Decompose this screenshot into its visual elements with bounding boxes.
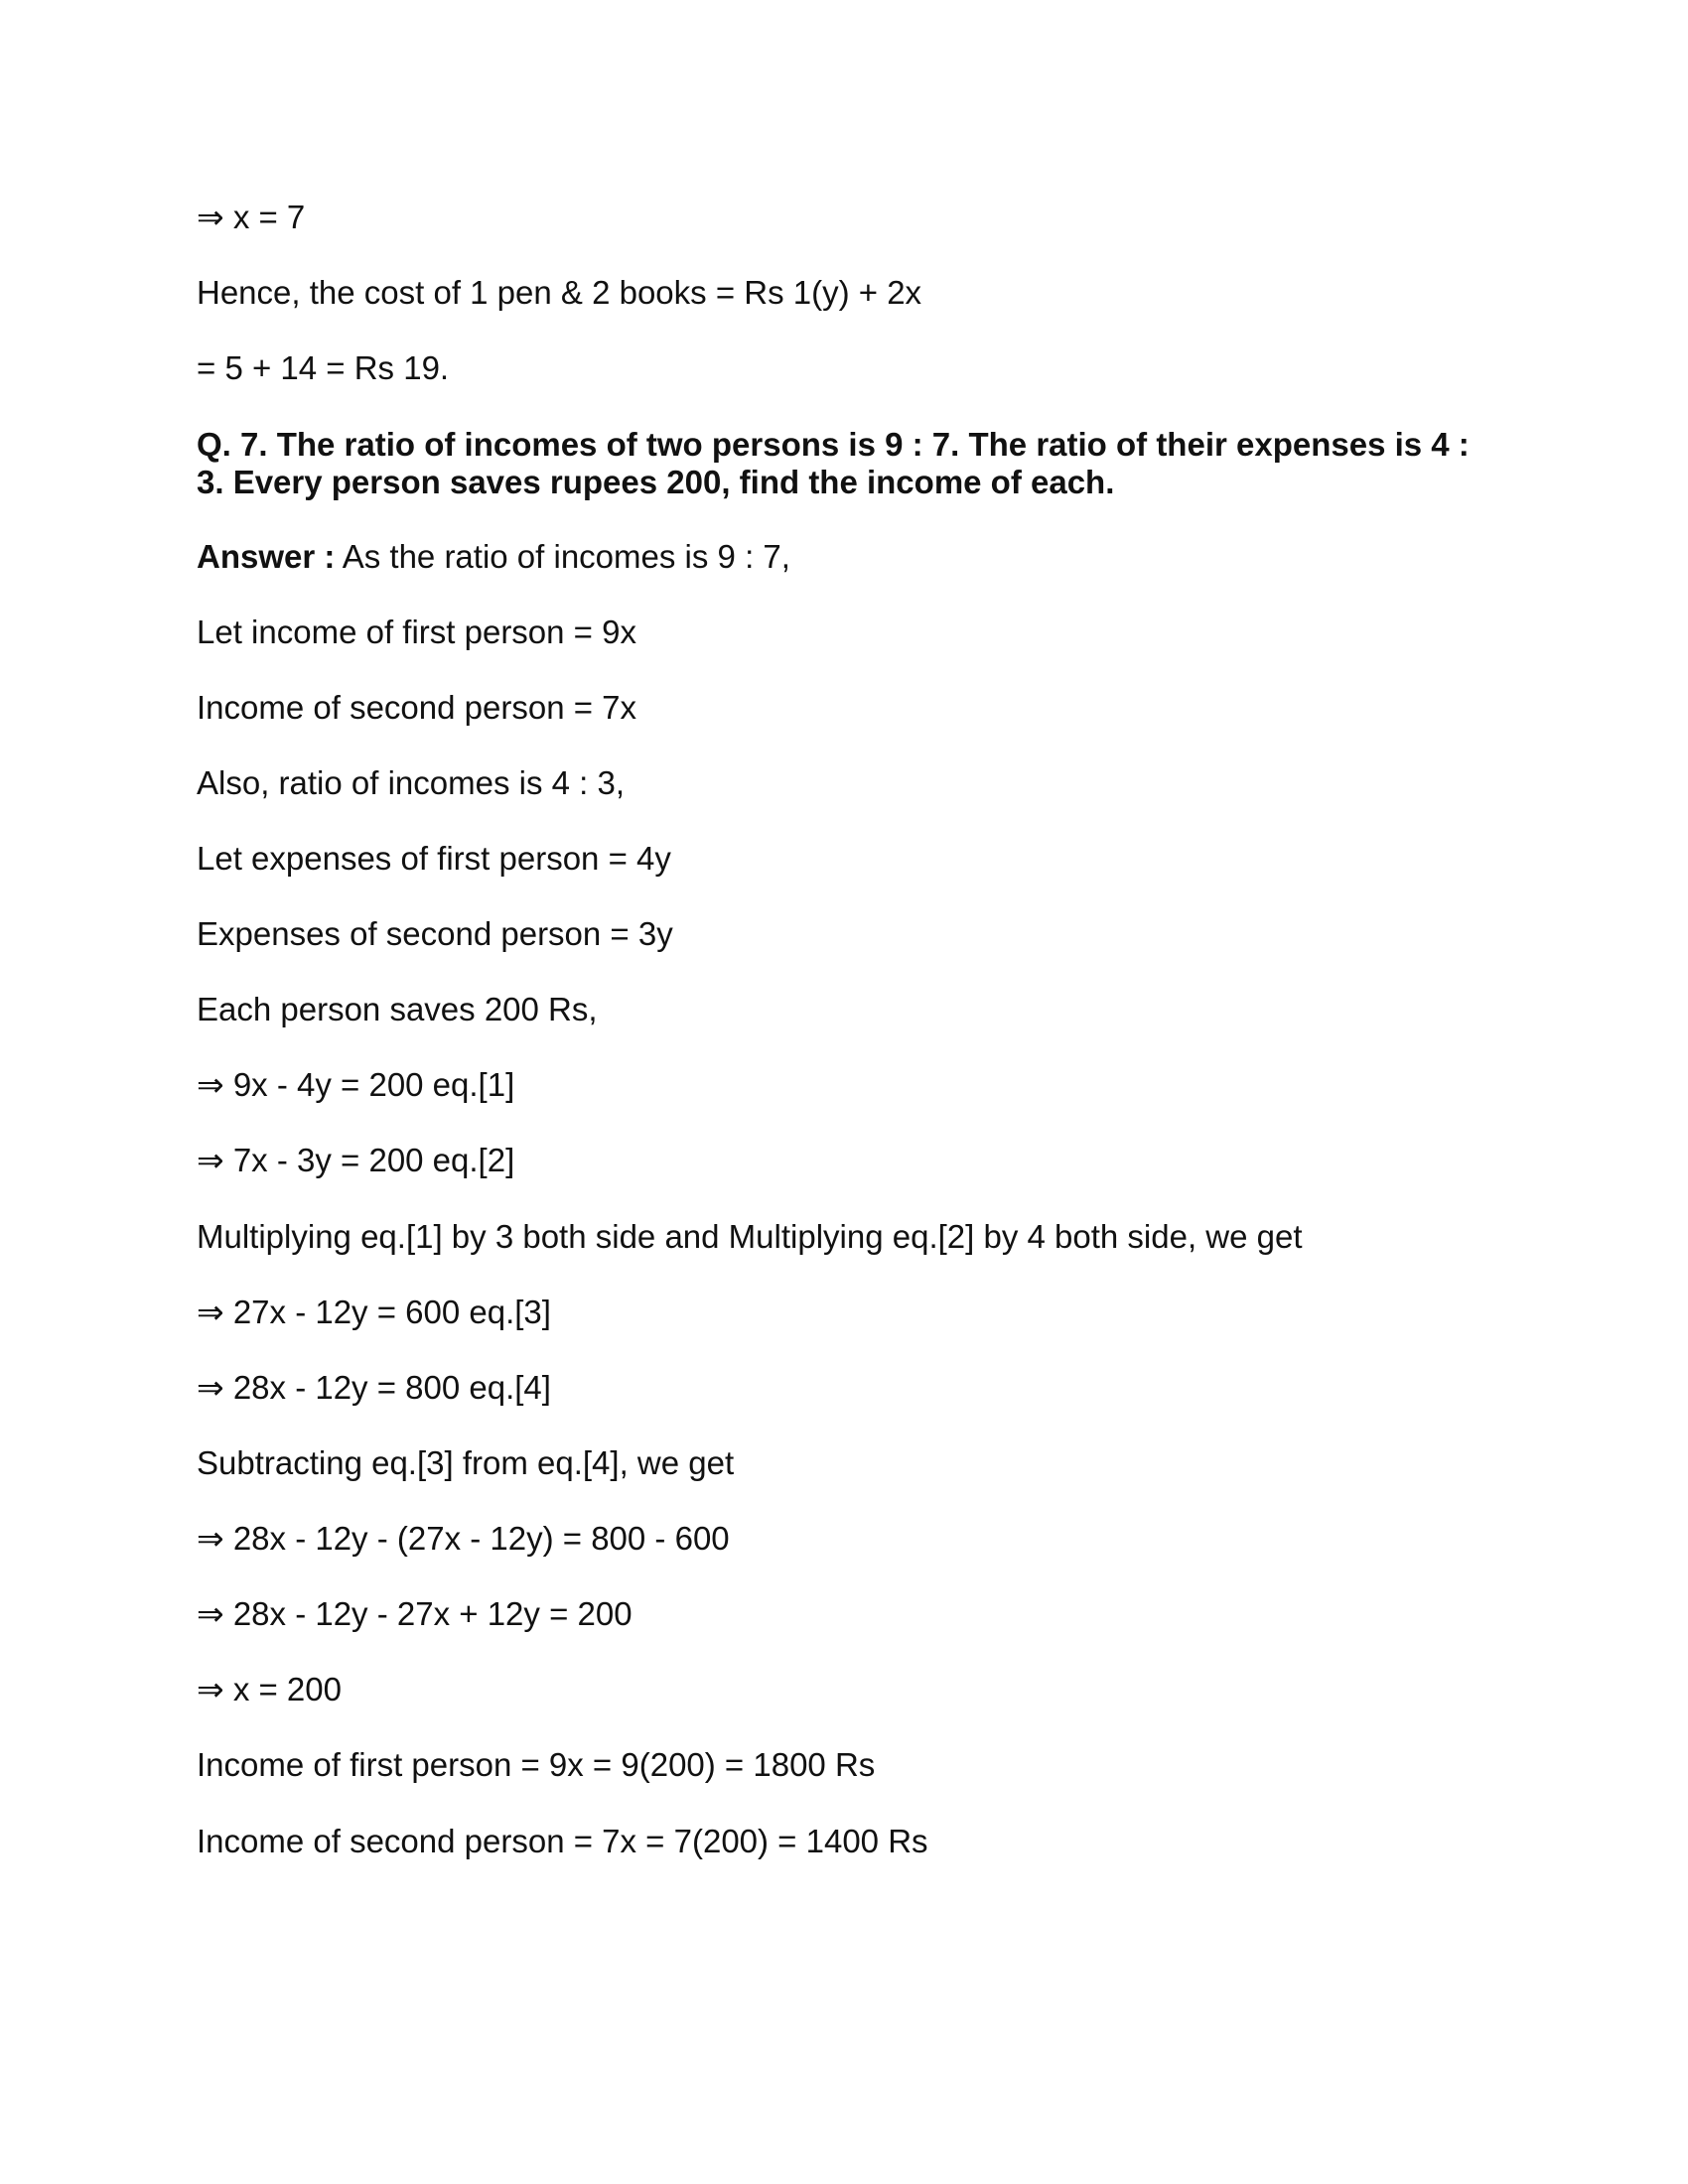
equation-x-result: ⇒ x = 200	[197, 1671, 342, 1707]
equation-2: ⇒ 7x - 3y = 200 eq.[2]	[197, 1142, 515, 1178]
question-7	[197, 426, 1507, 501]
step-line: Subtracting eq.[3] from eq.[4], we get	[197, 1444, 735, 1481]
step-line: Let income of first person = 9x	[197, 614, 636, 650]
equation-x-equals-7: ⇒ x = 7	[197, 199, 306, 235]
step-line: Also, ratio of incomes is 4 : 3,	[197, 764, 626, 801]
income-first-person: Income of first person = 9x = 9(200) = 1800 Rs	[197, 1746, 876, 1783]
cost-result: = 5 + 14 = Rs 19.	[197, 349, 450, 386]
cost-statement: Hence, the cost of 1 pen & 2 books = Rs 1(y) + 2x	[197, 274, 922, 311]
equation-expanded: ⇒ 28x - 12y - 27x + 12y = 200	[197, 1595, 633, 1632]
step-line: Let expenses of first person = 4y	[197, 840, 671, 877]
equation-1: ⇒ 9x - 4y = 200 eq.[1]	[197, 1066, 515, 1103]
step-line: Income of second person = 7x	[197, 689, 637, 726]
step-line: Each person saves 200 Rs,	[197, 991, 598, 1027]
step-line: Expenses of second person = 3y	[197, 915, 673, 952]
answer-label: Answer :	[197, 538, 336, 575]
step-line: Multiplying eq.[1] by 3 both side and Multiplying eq.[2] by 4 both side, we get	[197, 1218, 1303, 1255]
question-line-2: 3. Every person saves rupees 200, find the income of each.	[197, 464, 1115, 500]
equation-subtraction: ⇒ 28x - 12y - (27x - 12y) = 800 - 600	[197, 1520, 730, 1557]
question-line-1: Q. 7. The ratio of incomes of two persons is 9 : 7. The ratio of their expenses is 4 :	[197, 426, 1470, 463]
income-second-person: Income of second person = 7x = 7(200) = 1400 Rs	[197, 1823, 928, 1859]
answer-text: As the ratio of incomes is 9 : 7,	[335, 538, 790, 575]
equation-3: ⇒ 27x - 12y = 600 eq.[3]	[197, 1294, 551, 1330]
equation-4: ⇒ 28x - 12y = 800 eq.[4]	[197, 1369, 551, 1406]
answer-intro	[197, 538, 790, 576]
